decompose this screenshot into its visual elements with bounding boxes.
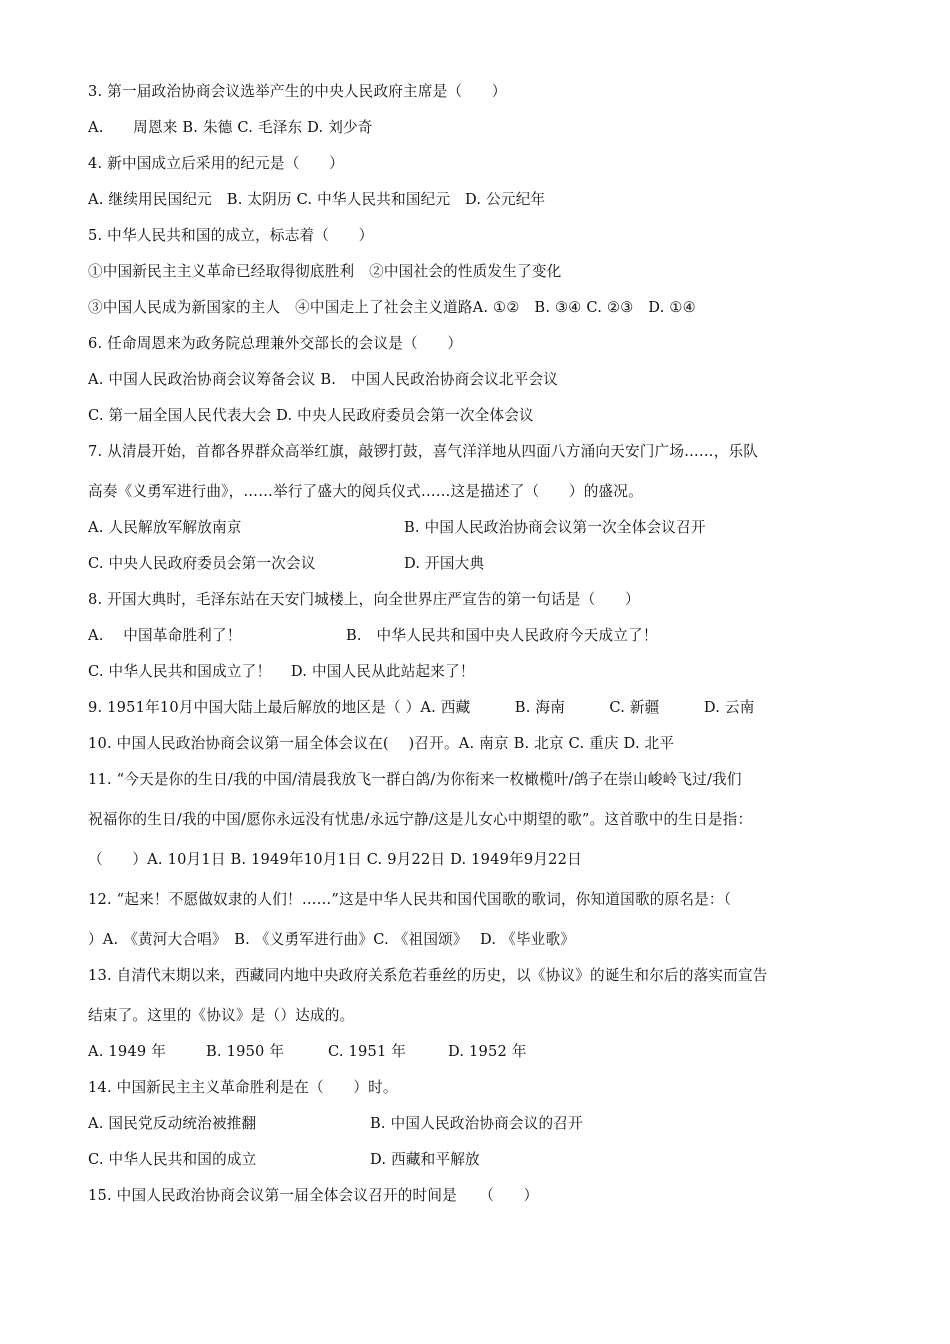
question-13-line-2: 结束了。这里的《协议》是（）达成的。 <box>88 1007 355 1024</box>
question-8-option-b: B. 中华人民共和国中央人民政府今天成立了！ <box>346 627 658 644</box>
question-14-option-a: A. 国民党反动统治被推翻 <box>88 1115 257 1132</box>
question-5-statements-2: ③中国人民成为新国家的主人 ④中国走上了社会主义道路A. ①② B. ③④ C. ②③ D. ①④ <box>88 299 696 316</box>
question-10: 10. 中国人民政治协商会议第一届全体会议在( )召开。A. 南京 B. 北京 C. 重庆 D. 北平 <box>88 735 675 752</box>
question-11-options: （ ）A. 10月1日 B. 1949年10月1日 C. 9月22日 D. 1949年9月22日 <box>88 851 582 868</box>
question-7-option-a: A. 人民解放军解放南京 <box>88 519 242 536</box>
question-9: 9. 1951年10月中国大陆上最后解放的地区是（ ）A. 西藏 B. 海南 C. 新疆 D. 云南 <box>88 699 755 716</box>
question-7-option-b: B. 中国人民政治协商会议第一次全体会议召开 <box>404 519 706 536</box>
question-13-option-c: C. 1951 年 <box>328 1043 407 1060</box>
question-6-options-1: A. 中国人民政治协商会议筹备会议 B. 中国人民政治协商会议北平会议 <box>88 371 559 388</box>
question-8-option-a: A. 中国革命胜利了！ <box>88 627 242 644</box>
question-3: 3. 第一届政治协商会议选举产生的中央人民政府主席是（ ） <box>88 83 507 100</box>
question-11-line-1: 11. “今天是你的生日/我的中国/清晨我放飞一群白鸽/为你衔来一枚橄榄叶/鸽子在崇山峻岭飞过/我们 <box>88 771 742 788</box>
question-6-options-2: C. 第一届全国人民代表大会 D. 中央人民政府委员会第一次全体会议 <box>88 407 534 424</box>
question-12-options: ）A. 《黄河大合唱》 B. 《义勇军进行曲》C. 《祖国颂》 D. 《毕业歌》 <box>88 931 576 948</box>
question-8-options-cd: C. 中华人民共和国成立了！ D. 中国人民从此站起来了！ <box>88 663 475 680</box>
question-12-line-1: 12. “起来！不愿做奴隶的人们！……”这是中华人民共和国代国歌的歌词，你知道国歌的原名是：（ <box>88 891 732 908</box>
question-8: 8. 开国大典时，毛泽东站在天安门城楼上，向全世界庄严宣告的第一句话是（ ） <box>88 591 640 608</box>
question-11-line-2: 祝福你的生日/我的中国/愿你永远没有忧患/永远宁静/这是儿女心中期望的歌”。这首歌中的生日是指： <box>88 811 753 828</box>
question-5: 5. 中华人民共和国的成立，标志着（ ） <box>88 227 374 244</box>
question-7-line-1: 7. 从清晨开始，首都各界群众高举红旗，敲锣打鼓，喜气洋洋地从四面八方涌向天安门广场……，乐队 <box>88 443 759 460</box>
question-5-statements-1: ①中国新民主主义革命已经取得彻底胜利 ②中国社会的性质发生了变化 <box>88 263 562 280</box>
question-13-option-a: A. 1949 年 <box>88 1043 166 1060</box>
question-3-options: A. 周恩来 B. 朱德 C. 毛泽东 D. 刘少奇 <box>88 119 373 136</box>
question-15: 15. 中国人民政治协商会议第一届全体会议召开的时间是 （ ） <box>88 1187 539 1204</box>
question-4-options: A. 继续用民国纪元 B. 太阴历 C. 中华人民共和国纪元 D. 公元纪年 <box>88 191 546 208</box>
question-14: 14. 中国新民主主义革命胜利是在（ ）时。 <box>88 1079 398 1096</box>
question-7-line-2: 高奏《义勇军进行曲》，……举行了盛大的阅兵仪式……这是描述了（ ）的盛况。 <box>88 483 643 500</box>
question-13-option-d: D. 1952 年 <box>448 1043 527 1060</box>
question-14-option-c: C. 中华人民共和国的成立 <box>88 1151 257 1168</box>
question-6: 6. 任命周恩来为政务院总理兼外交部长的会议是（ ） <box>88 335 463 352</box>
question-14-option-d: D. 西藏和平解放 <box>370 1151 480 1168</box>
question-13-option-b: B. 1950 年 <box>206 1043 285 1060</box>
question-7-option-c: C. 中央人民政府委员会第一次会议 <box>88 555 316 572</box>
question-13-line-1: 13. 自清代末期以来，西藏同内地中央政府关系危若垂丝的历史，以《协议》的诞生和尔后的落实而宣告 <box>88 967 768 984</box>
question-4: 4. 新中国成立后采用的纪元是（ ） <box>88 155 344 172</box>
question-7-option-d: D. 开国大典 <box>404 555 485 572</box>
question-14-option-b: B. 中国人民政治协商会议的召开 <box>370 1115 583 1132</box>
